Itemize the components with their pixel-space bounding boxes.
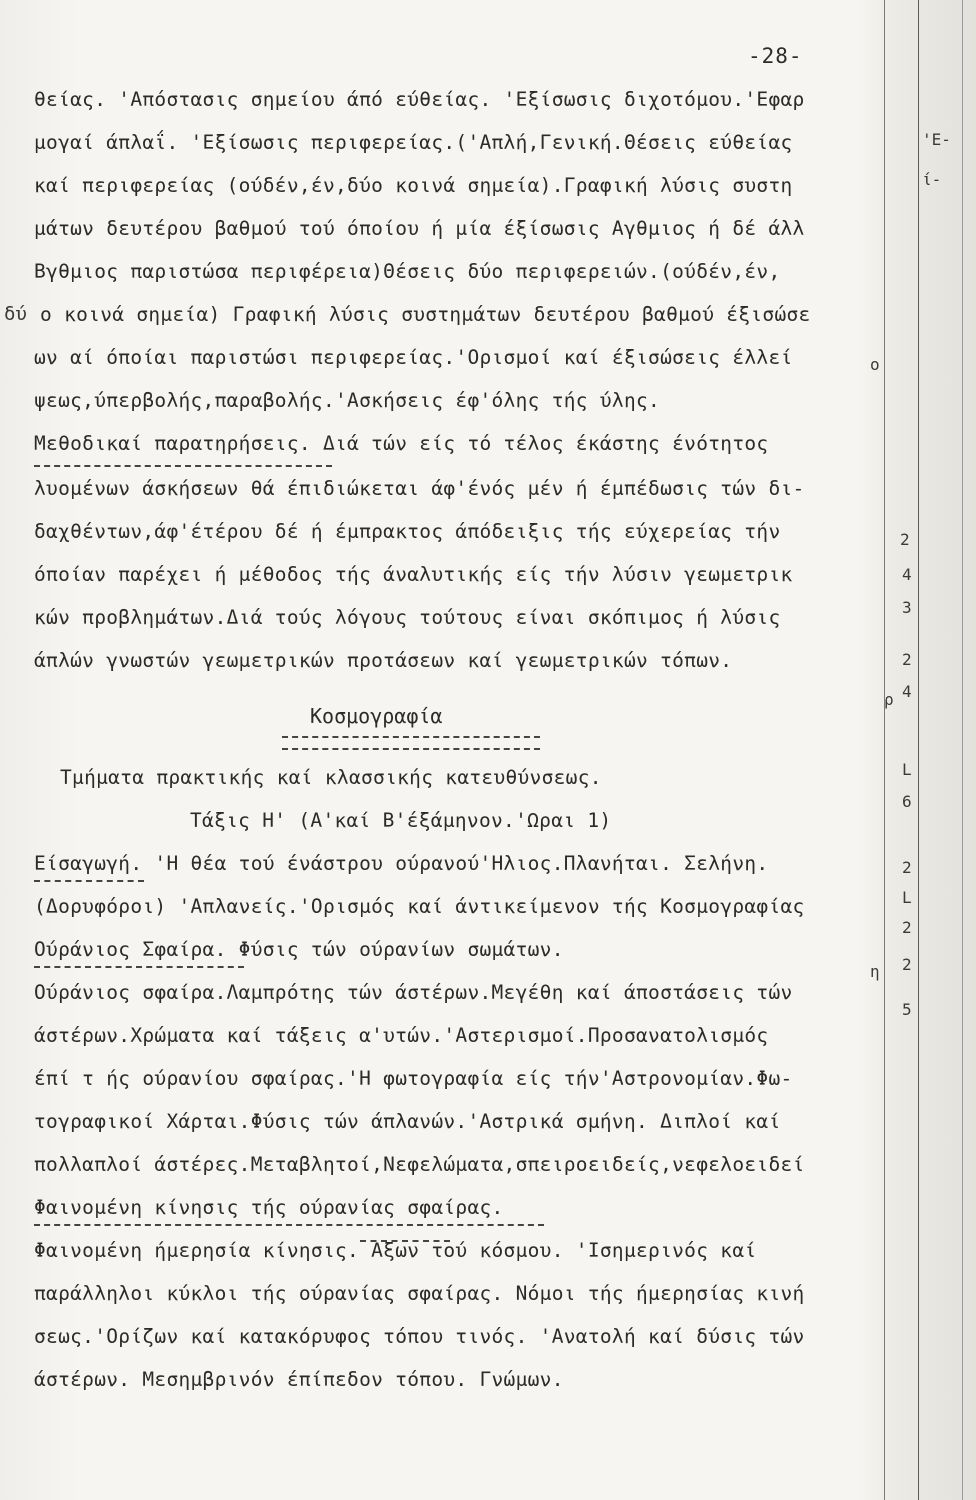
text-line: ο κοινά σημεία) Γραφική λύσις συστημάτων δευτέρου βαθμού έξισώσε (40, 303, 811, 326)
strike-rule (360, 1240, 450, 1242)
margin-mark: 4 (902, 565, 912, 584)
margin-mark: ί- (922, 170, 942, 189)
text-line: Βγθμιος παριστώσα περιφέρεια)Θέσεις δύο περιφερειών.(ούδέν,έν, (34, 260, 781, 283)
text-line: Φαινομένη κίνησις τής ούρανίας σφαίρας. (34, 1196, 504, 1219)
margin-mark: ο (870, 355, 880, 374)
text-line: άπλών γνωστών γεωμετρικών προτάσεων καί γεωμετρικών τόπων. (34, 649, 733, 672)
margin-mark: L (902, 888, 912, 907)
text-line: (Δορυφόροι) 'Απλανείς.'Ορισμός καί άντικείμενον τής Κοσμογραφίας (34, 895, 805, 918)
text-line: Τάξις Η' (Α'καί Β'έξάμηνον.'Ωραι 1) (190, 809, 612, 832)
text-line: τογραφικοί Χάρται.Φύσις τών άπλανών.'Αστρικά σμήνη. Διπλοί καί (34, 1110, 781, 1133)
text-line: λυομένων άσκήσεων θά έπιδιώκεται άφ'ένός μέν ή έμπέδωσις τών δι- (34, 477, 805, 500)
text-line: κών προβλημάτων.Διά τούς λόγους τούτους είναι σκόπιμος ή λύσις (34, 606, 781, 629)
underline-rule (34, 966, 244, 968)
text-line: έπί τ ής ούρανίου σφαίρας.'Η φωτογραφία είς τήν'Αστρονομίαν.Φω- (34, 1067, 793, 1090)
margin-note: δύ (4, 303, 27, 325)
text-line: παράλληλοι κύκλοι τής ούρανίας σφαίρας. Νόμοι τής ήμερησίας κινή (34, 1282, 805, 1305)
margin-mark: 6 (902, 792, 912, 811)
text-line: όποίαν παρέχει ή μέθοδος τής άναλυτικής είς τήν λύσιν γεωμετρικ (34, 563, 793, 586)
page-edge-line (962, 0, 963, 1500)
text-line: Ούράνιος Σφαίρα. Φύσις τών ούρανίων σωμάτων. (34, 938, 564, 961)
page-edge-line (918, 0, 919, 1500)
page-edge-line (884, 0, 885, 1500)
margin-mark: 2 (902, 918, 912, 937)
text-line: πολλαπλοί άστέρες.Μεταβλητοί,Νεφελώματα,σπειροειδείς,νεφελοειδεί (34, 1153, 805, 1176)
text-line: άστέρων.Χρώματα καί τάξεις α'υτών.'Αστερισμοί.Προσανατολισμός (34, 1024, 769, 1047)
margin-mark: 2 (900, 530, 910, 549)
margin-mark: 3 (902, 598, 912, 617)
text-line: καί περιφερείας (ούδέν,έν,δύο κοινά σημεία).Γραφική λύσις συστη (34, 174, 793, 197)
text-line: Ούράνιος σφαίρα.Λαμπρότης τών άστέρων.Μεγέθη καί άποστάσεις τών (34, 981, 793, 1004)
text-line: Είσαγωγή. 'Η θέα τού ένάστρου ούρανού'Ηλιος.Πλανήται. Σελήνη. (34, 852, 769, 875)
section-heading: Κοσμογραφία (310, 704, 443, 728)
text-line: δαχθέντων,άφ'έτέρου δέ ή έμπρακτος άπόδειξις τής εύχερείας τήν (34, 520, 781, 543)
text-line: Τμήματα πρακτικής καί κλασσικής κατευθύνσεως. (60, 766, 602, 789)
underline-rule (34, 465, 332, 467)
margin-mark: 2 (902, 858, 912, 877)
text-line: ων αί όποίαι παριστώσι περιφερείας.'Ορισμοί καί έξισώσεις έλλεί (34, 346, 793, 369)
text-line: θείας. 'Απόστασις σημείου άπό εύθείας. 'Εξίσωσις διχοτόμου.'Εφαρ (34, 88, 805, 111)
heading-underline (282, 748, 540, 750)
margin-mark: η (870, 962, 880, 981)
text-line: σεως.'Ορίζων καί κατακόρυφος τόπου τινός. 'Ανατολή καί δύσις τών (34, 1325, 805, 1348)
heading-underline (282, 736, 540, 738)
margin-mark: 4 (902, 682, 912, 701)
text-line: Φαινομένη ήμερησία κίνησις. Αξων τού κόσμου. 'Ισημερινός καί (34, 1239, 757, 1262)
text-line: Μεθοδικαί παρατηρήσεις. Διά τών είς τό τέλος έκάστης ένότητος (34, 432, 769, 455)
margin-mark: 'Ε- (922, 130, 951, 149)
text-line: ψεως,ύπερβολής,παραβολής.'Ασκήσεις έφ'όλης τής ύλης. (34, 389, 661, 412)
margin-mark: 2 (902, 650, 912, 669)
text-line: μάτων δευτέρου βαθμού τού όποίου ή μία έξίσωσις Αγθμιος ή δέ άλλ (34, 217, 805, 240)
text-line: μογαί άπλαΐ. 'Εξίσωσις περιφερείας.('Απλή,Γενική.Θέσεις εύθείας (34, 131, 793, 154)
page-number: -28- (748, 44, 803, 68)
margin-mark: L (902, 760, 912, 779)
margin-mark: 5 (902, 1000, 912, 1019)
underline-rule (34, 1224, 544, 1226)
underline-rule (34, 880, 144, 882)
text-line: άστέρων. Μεσημβρινόν έπίπεδον τόπου. Γνώμων. (34, 1368, 564, 1391)
margin-mark: 2 (902, 955, 912, 974)
margin-mark: ρ (884, 690, 894, 709)
